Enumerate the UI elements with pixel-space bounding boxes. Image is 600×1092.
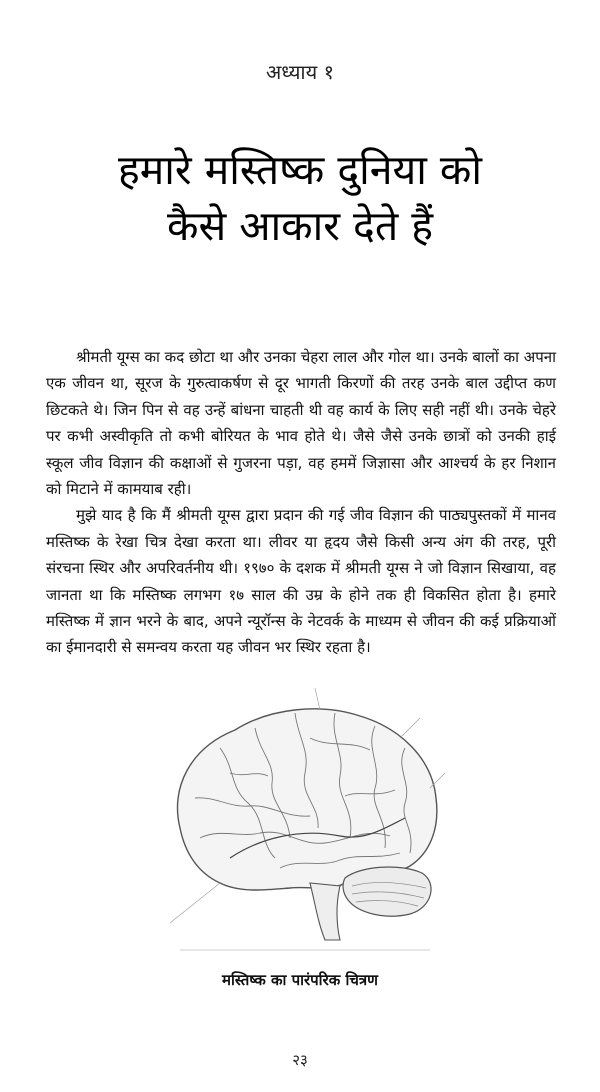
chapter-title — [0, 142, 600, 254]
brain-illustration-icon — [160, 678, 450, 958]
figure-caption: मस्तिष्क का पारंपरिक चित्रण — [222, 971, 378, 989]
chapter-title-line-1: हमारे मस्तिष्क दुनिया को — [117, 146, 483, 194]
page-number: २३ — [292, 1051, 308, 1069]
paragraph-1: श्रीमती यूग्स का कद छोटा था और उनका चेहरा लाल और गोल था। उनके बालों का अपना एक जीवन था, सूरज के गुरुत्वाकर्षण से दूर भागती किरणों की तरह उनके बाल उद्दीप्त कण छिटकते थे। जिन पिन से वह उन्हें बांधना चाहती थी वह कार्य के लिए सही नहीं थी। उनके चेहरे पर कभी अस्वीकृति तो कभी बोरियत के भाव होते थे। जैसे जैसे उनके छात्रों को उनकी हाई स्कूल जीव विज्ञान की कक्षाओं से गुजरना पड़ा, वह हममें जिज्ञासा और आश्चर्य के हर निशान को मिटाने में कामयाब रही। — [46, 348, 556, 499]
chapter-label: अध्याय १ — [266, 60, 334, 84]
paragraph-2: मुझे याद है कि मैं श्रीमती यूग्स द्वारा प्रदान की गई जीव विज्ञान की पाठ्यपुस्तकों में मानव मस्तिष्क के रेखा चित्र देखा करता था। लीवर या हृदय जैसे किसी अन्य अंग की तरह, पूरी संरचना स्थिर और अपरिवर्तनीय थी। १९७० के दशक में श्रीमती यूग्स ने जो विज्ञान सिखाया, वह जानता था कि मस्तिष्क लगभग १७ साल की उम्र के होने तक ही विकसित होता है। हमारे मस्तिष्क में ज्ञान भरने के बाद, अपने न्यूरॉन्स के नेटवर्क के माध्यम से जीवन की कई प्रक्रियाओं का ईमानदारी से समन्वय करता यह जीवन भर स्थिर रहता है। — [46, 506, 556, 657]
body-text — [46, 344, 556, 661]
brain-figure — [160, 678, 450, 958]
brain-stem — [310, 883, 340, 940]
chapter-title-line-2: कैसे आकार देते हैं — [167, 202, 433, 250]
cerebellum — [343, 867, 431, 916]
